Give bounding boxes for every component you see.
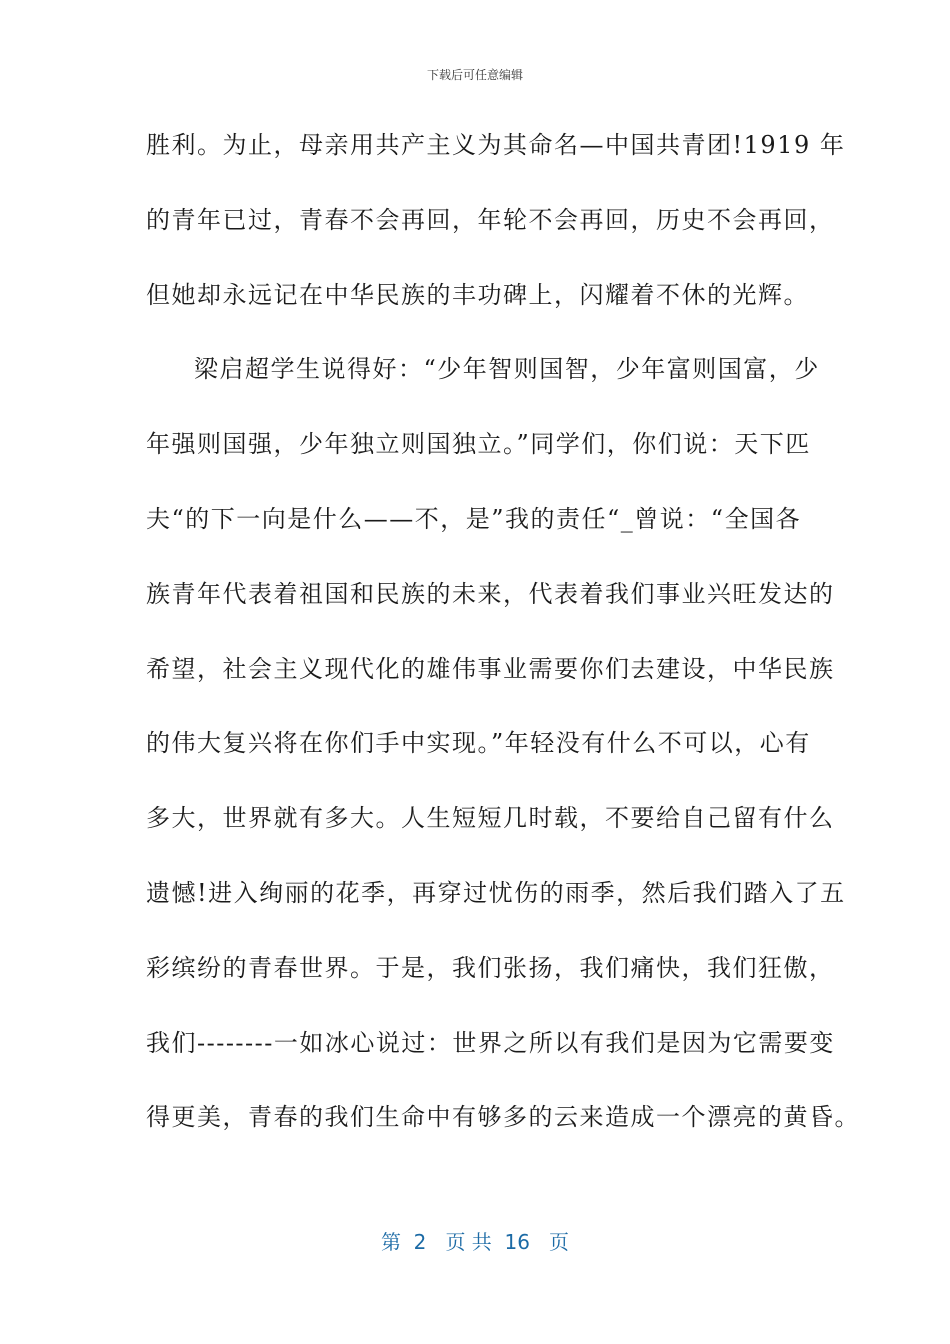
- text-line: 的伟大复兴将在你们手中实现。”年轻没有什么不可以，心有: [146, 729, 811, 758]
- text-line: 遗憾!进入绚丽的花季，再穿过忧伤的雨季，然后我们踏入了五: [146, 878, 846, 907]
- text-line: 年强则国强，少年独立则国独立。”同学们，你们说：天下匹: [146, 430, 811, 459]
- text-line: 胜利。为止，母亲用共产主义为其命名—中国共青团!1919 年: [146, 131, 846, 159]
- text-line: 彩缤纷的青春世界。于是，我们张扬，我们痛快，我们狂傲，: [146, 953, 835, 982]
- text-line: 多大，世界就有多大。人生短短几时载，不要给自己留有什么: [146, 804, 835, 833]
- text-line: 希望，社会主义现代化的雄伟事业需要你们去建设，中华民族: [146, 654, 835, 683]
- document-body: [146, 120, 860, 1167]
- text-line: 的青年已过，青春不会再回，年轮不会再回，历史不会再回，: [146, 205, 835, 234]
- text-line: 但她却永远记在中华民族的丰功碑上，闪耀着不休的光辉。: [146, 280, 809, 309]
- paragraph-start-line: 梁启超学生说得好：“少年智则国智，少年富则国富，少: [194, 355, 820, 384]
- text-line: 夫“的下一向是什么——不，是”我的责任“_曾说：“全国各: [146, 504, 802, 533]
- page-number-footer: 第 2 页 共 16 页: [380, 1230, 570, 1254]
- text-line: 我们--------一如冰心说过：世界之所以有我们是因为它需要变: [146, 1028, 835, 1057]
- page-header-note: 下载后可任意编辑: [426, 68, 523, 82]
- text-line: 族青年代表着祖国和民族的未来，代表着我们事业兴旺发达的: [146, 579, 835, 608]
- text-line: 得更美，青春的我们生命中有够多的云来造成一个漂亮的黄昏。: [146, 1103, 860, 1132]
